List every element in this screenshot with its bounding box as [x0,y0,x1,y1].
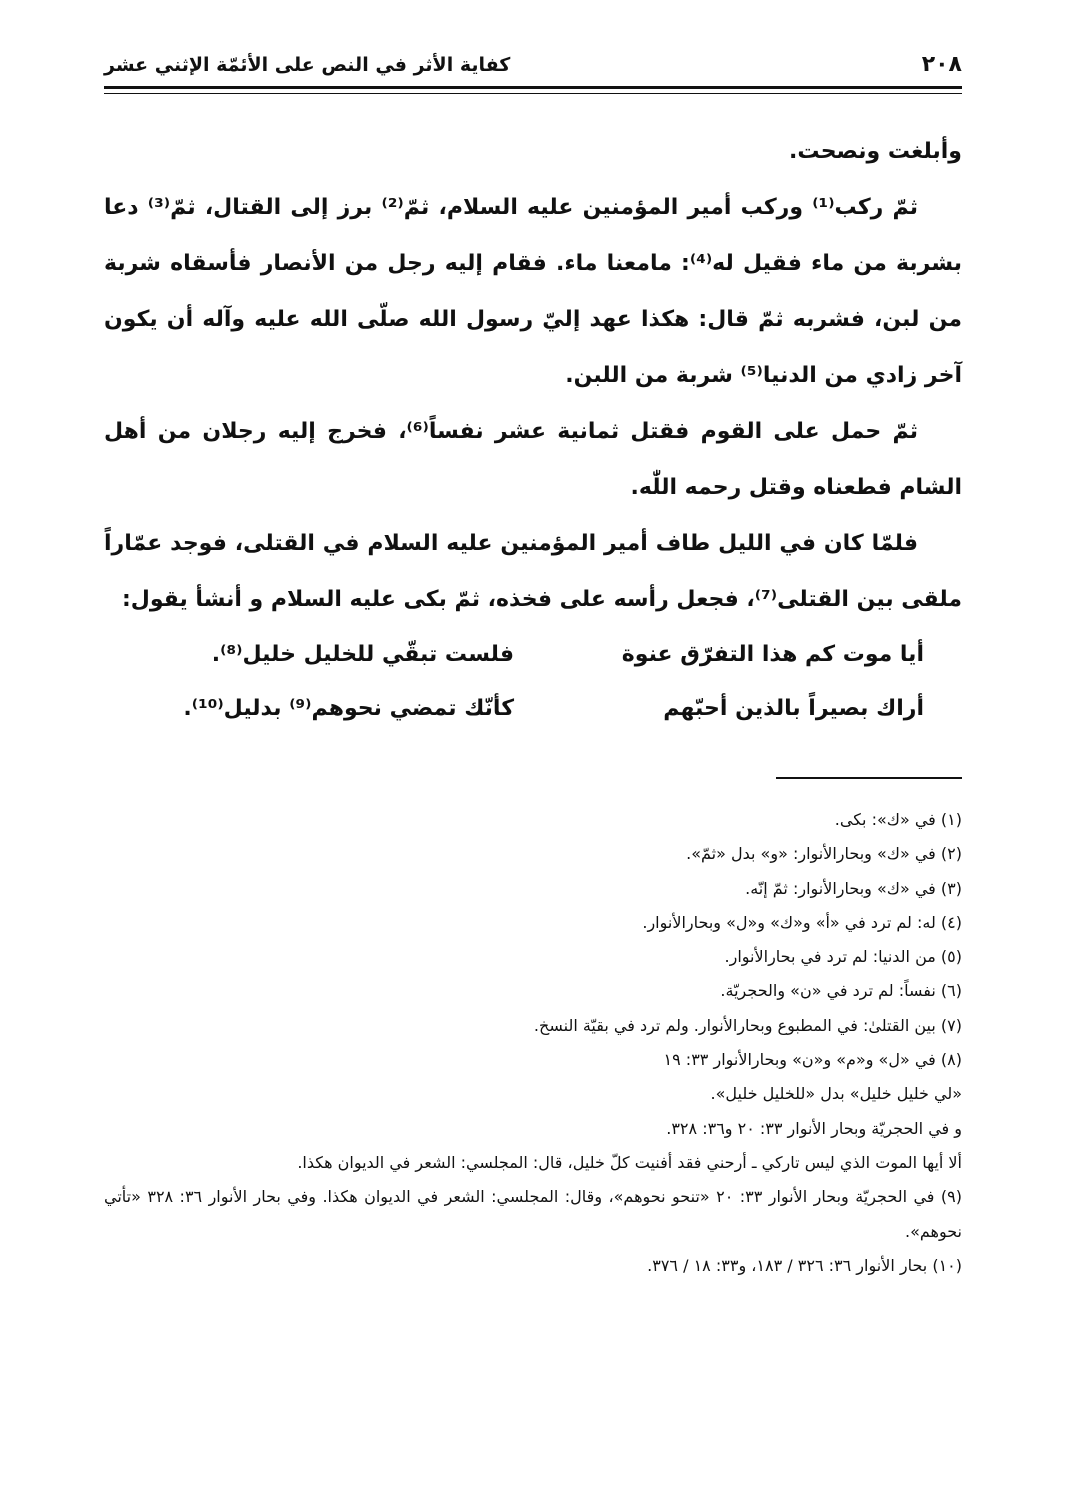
running-header [104,44,962,78]
paragraph-2: ثمّ ركب⁽¹⁾ وركب أمير المؤمنين عليه السلام، ثمّ⁽²⁾ برز إلى القتال، ثمّ⁽³⁾ دعا بشربة من ماء فقيل له⁽⁴⁾: مامعنا ماء. فقام إليه رجل من الأنصار فأسقاه شربة من لبن، فشربه ثمّ قال: هكذا عهد إليّ رسول الله صلّى الله عليه وآله أن يكون آخر زادي من الدنيا⁽⁵⁾ شربة من اللبن. [104,195,962,388]
footnote-separator [776,777,962,779]
book-title: كفاية الأثر في النص على الأئمّة الإثني عشر [104,54,511,76]
main-text [104,124,962,736]
footnote-2: (٢) في «ك» وبحارالأنوار: «و» بدل «ثمّ». [686,844,962,864]
paragraph-4: فلمّا كان في الليل طاف أمير المؤمنين عليه السلام في القتلى، فوجد عمّاراً ملقى بين القتلى⁽⁷⁾، فجعل رأسه على فخذه، ثمّ بكى عليه السلام و أنشأ يقول: [104,531,962,612]
footnote-1: (١) في «ك»: بكى. [834,810,962,829]
footnote-8: (٨) في «ل» و«م» و«ن» وبحارالأنوار ٣٣: ١٩ [663,1050,962,1070]
footnote-8-line-3: و في الحجريّة وبحار الأنوار ٣٣: ٢٠ و٣٦: ٣٢٨. [666,1118,962,1138]
verse-2-second-hemistich: كأنّك تمضي نحوهم⁽⁹⁾ بدليل⁽¹⁰⁾. [183,696,514,721]
verse-1-first-hemistich: أيا موت كم هذا التفرّق عنوة [621,642,924,667]
header-rule-thin [104,93,962,94]
footnote-8-line-2: «لي خليل خليل» بدل «للخليل خليل». [710,1084,962,1104]
footnote-10: (١٠) بحار الأنوار ٣٦: ٣٢٦ / ١٨٣، و٣٣: ١٨ / ٣٧٦. [647,1255,962,1275]
footnote-8-line-4: ألا أيها الموت الذي ليس تاركي ـ أرحني فقد أفنيت كلّ خليل، قال: المجلسي: الشعر في الديوان هكذا. [297,1152,962,1172]
footnote-6: (٦) نفساً: لم ترد في «ن» والحجريّة. [720,981,962,1001]
footnote-3: (٣) في «ك» وبحارالأنوار: ثمّ إنّه. [745,878,962,898]
footnote-4: (٤) له: لم ترد في «أ» و«ك» و«ل» وبحارالأنوار. [642,912,962,932]
footnote-7: (٧) بين القتلىٰ: في المطبوع وبحارالأنوار. ولم ترد في بقيّة النسخ. [533,1015,962,1035]
book-page [104,0,962,1496]
footnotes [104,803,962,1283]
paragraph-1: وأبلغت ونصحت. [789,139,962,164]
footnote-5: (٥) من الدنيا: لم ترد في بحارالأنوار. [724,947,962,967]
verse-1-second-hemistich: فلست تبقّي للخليل خليل⁽⁸⁾. [211,642,514,667]
header-rule-thick [104,86,962,89]
verse-2-first-hemistich: أراك بصيراً بالذين أحبّهم [663,696,924,721]
footnote-9: (٩) في الحجريّة وبحار الأنوار ٣٣: ٢٠ «تنحو نحوهم»، وقال: المجلسي: الشعر في الديوان هكذا. وفي بحار الأنوار ٣٦: ٣٢٨ «تأتي نحوهم». [104,1187,962,1241]
paragraph-3: ثمّ حمل على القوم فقتل ثمانية عشر نفساً⁽⁶⁾، فخرج إليه رجلان من أهل الشام فطعناه وقتل رحمه اللّٰه. [104,419,962,500]
poem-verse-2 [104,682,962,736]
poem-verse-1 [104,628,962,682]
poem [104,628,962,736]
page-number: ٢٠٨ [921,52,962,77]
